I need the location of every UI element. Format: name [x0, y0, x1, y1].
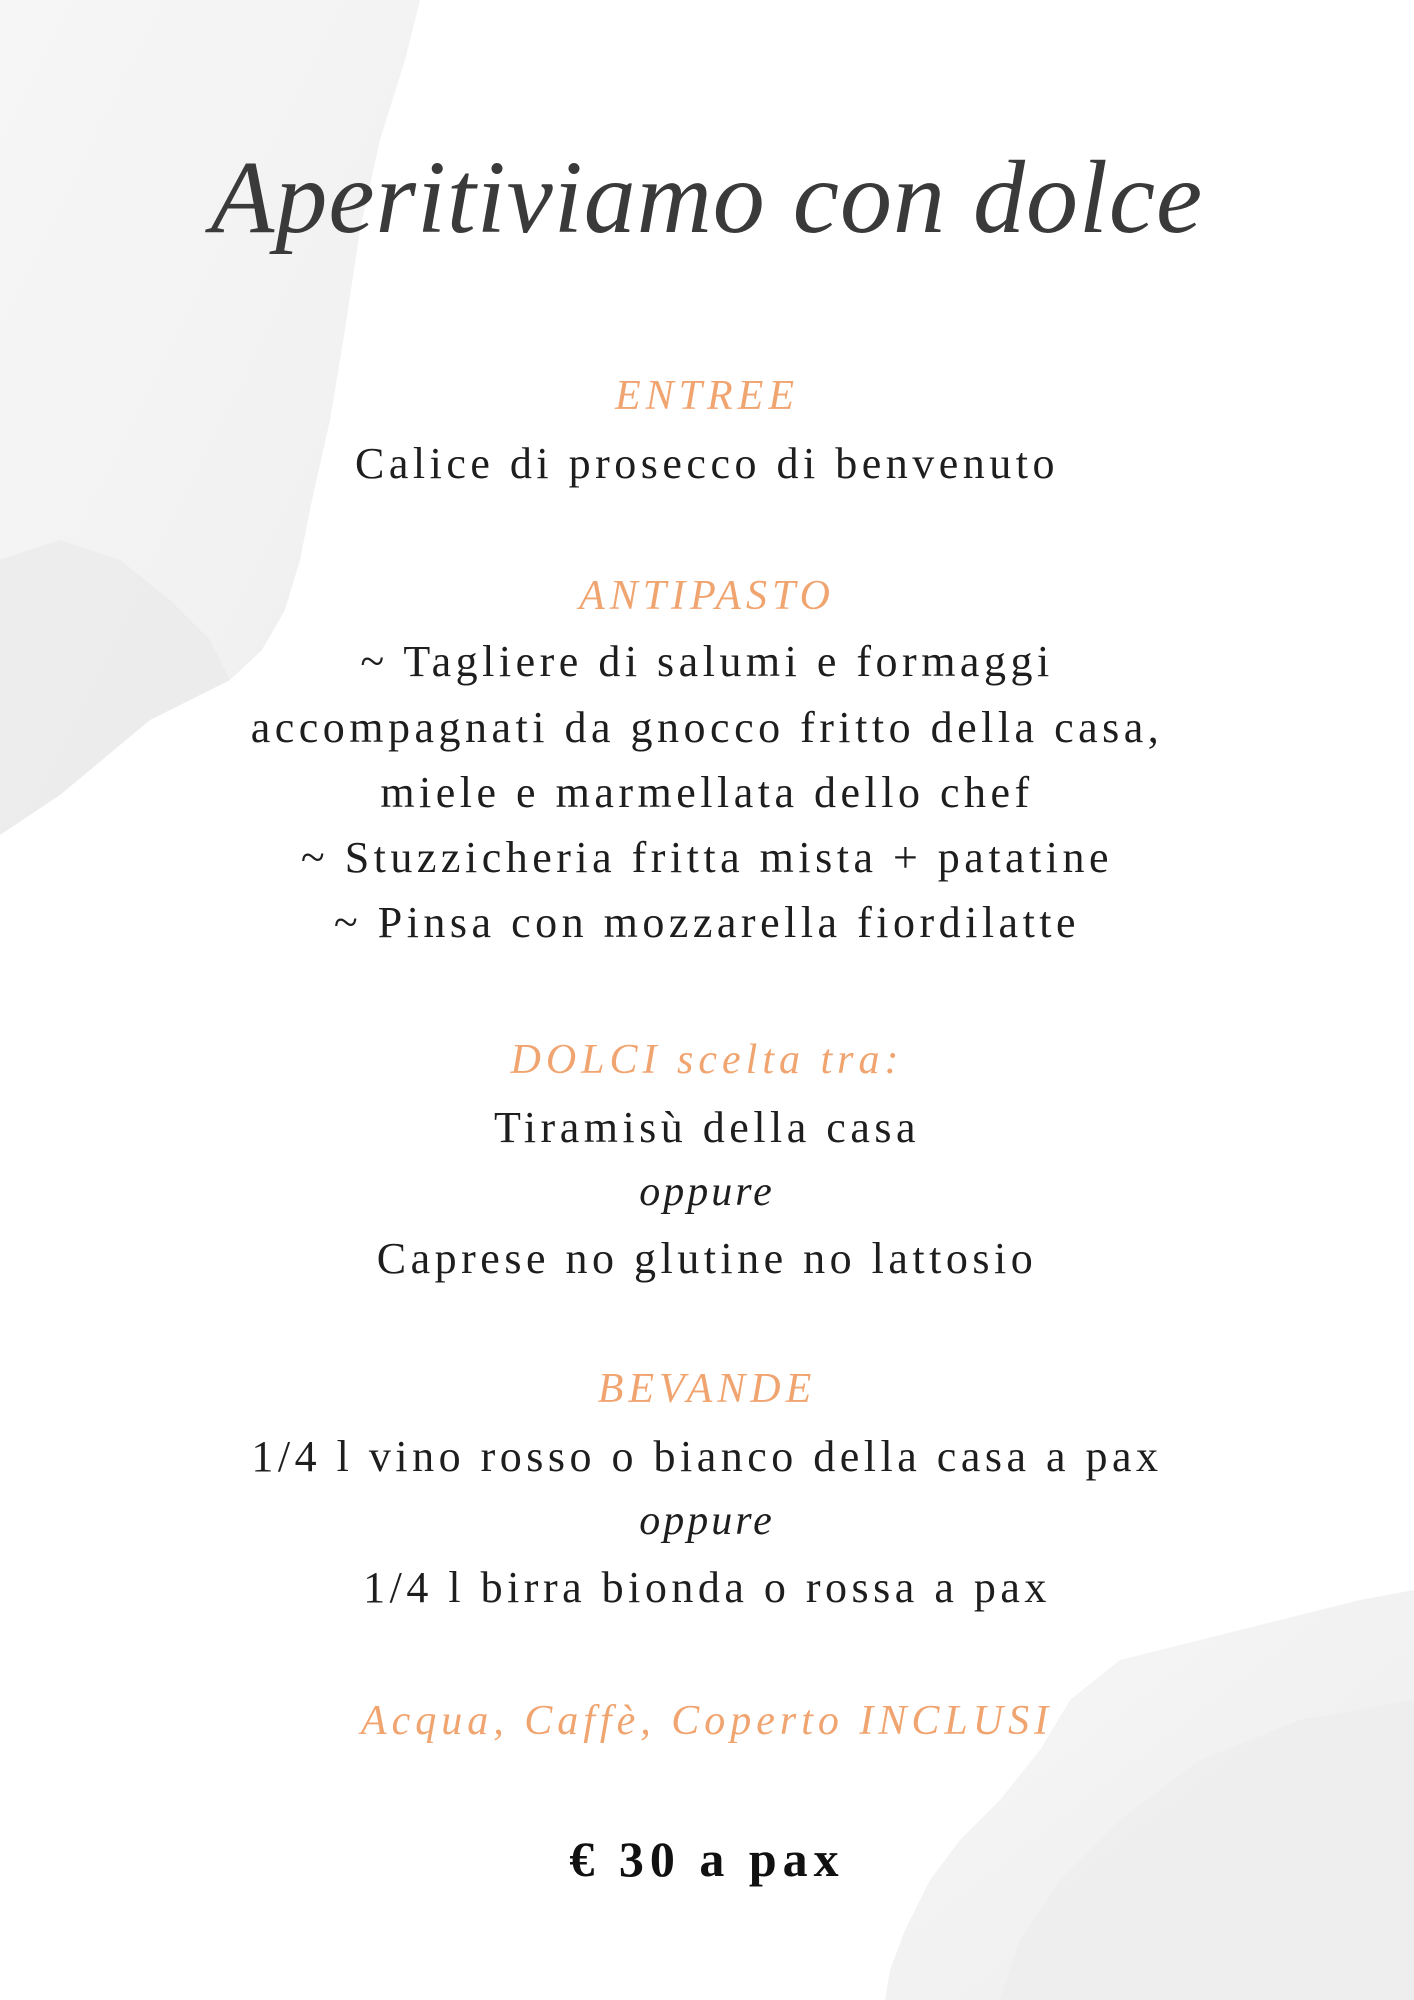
bevande-option: 1/4 l birra bionda o rossa a pax [363, 1563, 1051, 1612]
menu-title: Aperitiviamo con dolce [210, 140, 1204, 255]
bevande-option: 1/4 l vino rosso o bianco della casa a pax [251, 1432, 1163, 1481]
section-heading-antipasto: ANTIPASTO [579, 573, 835, 619]
bevande-connector: oppure [639, 1498, 775, 1544]
price-label: € 30 a pax [569, 1831, 845, 1887]
dolci-option: Caprese no glutine no lattosio [376, 1234, 1038, 1283]
included-note: Acqua, Caffè, Coperto INCLUSI [360, 1698, 1054, 1744]
antipasto-item: ~ Pinsa con mozzarella fiordilatte [333, 898, 1081, 947]
section-heading-entree: ENTREE [615, 373, 799, 419]
section-heading-dolci: DOLCI scelta tra: [510, 1037, 904, 1083]
entree-item: Calice di prosecco di benvenuto [355, 439, 1059, 488]
antipasto-item: ~ Stuzzicheria fritta mista + patatine [300, 833, 1114, 882]
dolci-option: Tiramisù della casa [493, 1103, 921, 1152]
antipasto-item: miele e marmellata dello chef [380, 768, 1034, 817]
section-heading-bevande: BEVANDE [597, 1366, 817, 1412]
antipasto-item: ~ Tagliere di salumi e formaggi [360, 637, 1054, 686]
antipasto-item: accompagnati da gnocco fritto della casa, [250, 703, 1164, 752]
dolci-connector: oppure [639, 1169, 775, 1215]
